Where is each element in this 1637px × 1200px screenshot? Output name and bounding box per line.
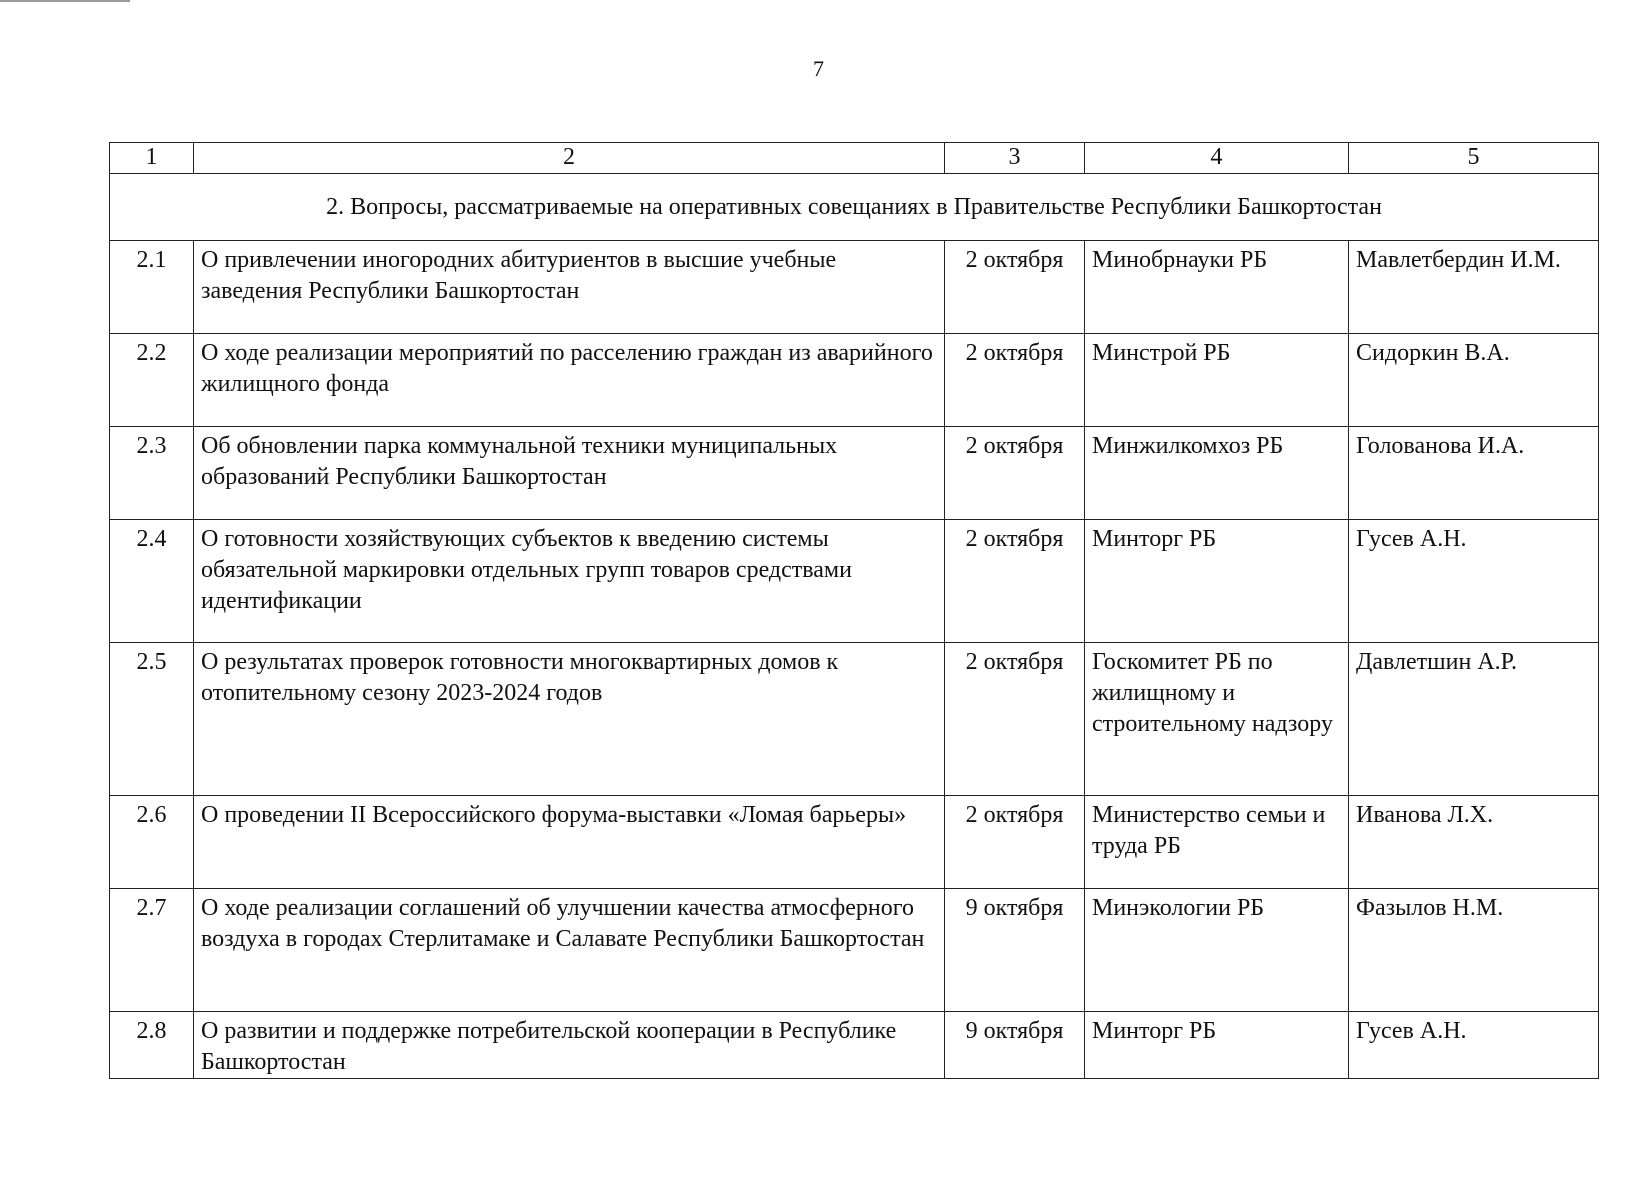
table-row [110,427,1599,520]
row-responsible: Давлетшин А.Р. [1349,643,1599,796]
row-topic: О ходе реализации мероприятий по расселению граждан из аварийного жилищного фонда [194,334,945,427]
table-row [110,889,1599,1012]
row-responsible: Гусев А.Н. [1349,1012,1599,1079]
table-row [110,1012,1599,1079]
row-date: 2 октября [945,643,1085,796]
table-row [110,643,1599,796]
column-number-4: 4 [1085,143,1349,174]
section-row [110,174,1599,241]
row-number: 2.3 [110,427,194,520]
column-number-row [110,143,1599,174]
table-row [110,796,1599,889]
row-number: 2.6 [110,796,194,889]
row-date: 2 октября [945,796,1085,889]
row-responsible: Сидоркин В.А. [1349,334,1599,427]
scan-top-rule [0,0,130,2]
page-number: 7 [813,56,824,81]
row-executor: Минторг РБ [1085,520,1349,643]
row-number: 2.4 [110,520,194,643]
row-number: 2.5 [110,643,194,796]
row-responsible: Голованова И.А. [1349,427,1599,520]
column-number-2: 2 [194,143,945,174]
row-topic: О ходе реализации соглашений об улучшении качества атмосферного воздуха в городах Стерлитамаке и Салавате Республики Башкортостан [194,889,945,1012]
row-executor: Минторг РБ [1085,1012,1349,1079]
row-topic: О готовности хозяйствующих субъектов к введению системы обязательной маркировки отдельных групп товаров средствами идентификации [194,520,945,643]
column-number-1: 1 [110,143,194,174]
row-number: 2.1 [110,241,194,334]
row-number: 2.2 [110,334,194,427]
row-topic: О развитии и поддержке потребительской кооперации в Республике Башкортостан [194,1012,945,1079]
row-date: 2 октября [945,427,1085,520]
table-row [110,334,1599,427]
row-date: 9 октября [945,1012,1085,1079]
row-responsible: Фазылов Н.М. [1349,889,1599,1012]
section-title: 2. Вопросы, рассматриваемые на оперативных совещаниях в Правительстве Республики Башкортостан [110,174,1599,241]
row-topic: О результатах проверок готовности многоквартирных домов к отопительному сезону 2023-2024 годов [194,643,945,796]
row-number: 2.7 [110,889,194,1012]
table-row [110,520,1599,643]
column-number-3: 3 [945,143,1085,174]
plan-table [109,142,1599,1079]
row-responsible: Гусев А.Н. [1349,520,1599,643]
row-topic: О привлечении иногородних абитуриентов в высшие учебные заведения Республики Башкортостан [194,241,945,334]
row-date: 2 октября [945,241,1085,334]
row-executor: Минобрнауки РБ [1085,241,1349,334]
row-date: 2 октября [945,334,1085,427]
table-row [110,241,1599,334]
row-executor: Минжилкомхоз РБ [1085,427,1349,520]
row-topic: Об обновлении парка коммунальной техники муниципальных образований Республики Башкортостан [194,427,945,520]
row-date: 9 октября [945,889,1085,1012]
row-executor: Министерство семьи и труда РБ [1085,796,1349,889]
row-topic: О проведении II Всероссийского форума-выставки «Ломая барьеры» [194,796,945,889]
row-date: 2 октября [945,520,1085,643]
row-executor: Минстрой РБ [1085,334,1349,427]
row-responsible: Мавлетбердин И.М. [1349,241,1599,334]
row-executor: Минэкологии РБ [1085,889,1349,1012]
row-number: 2.8 [110,1012,194,1079]
row-responsible: Иванова Л.Х. [1349,796,1599,889]
column-number-5: 5 [1349,143,1599,174]
row-executor: Госкомитет РБ по жилищному и строительному надзору [1085,643,1349,796]
